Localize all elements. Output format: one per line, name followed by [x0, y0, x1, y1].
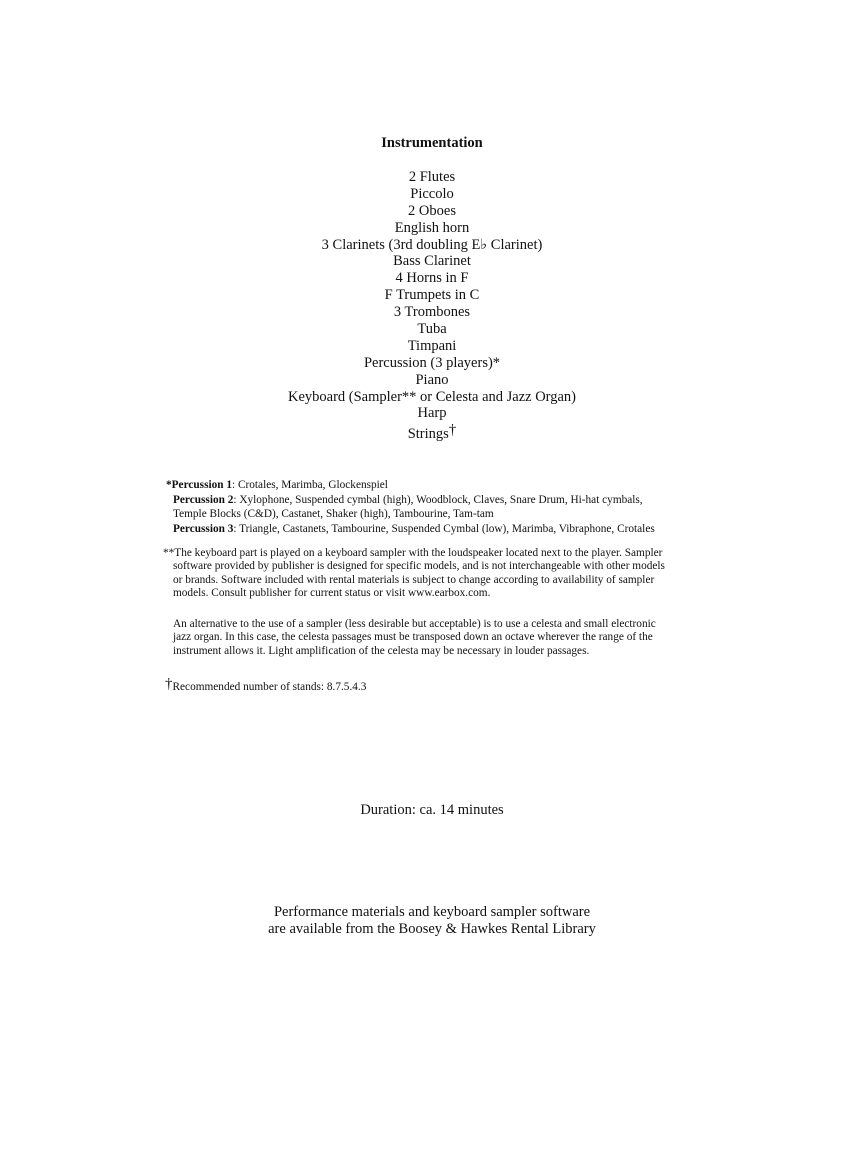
percussion-2-row-continued: Temple Blocks (C&D), Castanet, Shaker (high), Tambourine, Tam-tam	[173, 508, 494, 520]
instrument-item: Timpani	[407, 337, 457, 354]
percussion-3-instruments: : Triangle, Castanets, Tambourine, Suspended Cymbal (low), Marimba, Vibraphone, Crotales	[233, 522, 655, 535]
note-line: models. Consult publisher for current status or visit www.earbox.com.	[173, 586, 491, 599]
instrument-item: English horn	[394, 219, 470, 236]
instrument-item: 4 Horns in F	[395, 270, 469, 287]
percussion-breakdown	[166, 478, 726, 536]
duration: Duration: ca. 14 minutes	[360, 802, 504, 818]
keyboard-sampler-note	[163, 547, 703, 600]
page-title: Instrumentation	[381, 135, 483, 151]
note-line: An alternative to the use of a sampler (less desirable but acceptable) is to use a celesta and small electronic	[173, 618, 656, 630]
instrument-item: Piccolo	[410, 185, 454, 202]
note-line: software provided by publisher is designed for specific models, and is not interchangeable with other models	[173, 560, 665, 573]
percussion-footnote-mark: *	[166, 479, 172, 491]
percussion-1-instruments: : Crotales, Marimba, Glockenspiel	[232, 479, 388, 491]
dagger-footnote-mark: †	[165, 676, 173, 692]
instrument-item: 2 Flutes	[408, 169, 456, 185]
rental-availability-notice	[0, 904, 864, 938]
stands-footnote	[165, 676, 366, 693]
percussion-3-row	[166, 522, 726, 537]
instrument-item: Keyboard (Sampler** or Celesta and Jazz Organ)	[287, 388, 577, 405]
instrument-item: 3 Trombones	[393, 304, 471, 321]
availability-line: are available from the Boosey & Hawkes Rental Library	[268, 921, 596, 937]
instrument-item: Harp	[417, 405, 447, 422]
celesta-alternative-note	[173, 618, 693, 658]
availability-line: Performance materials and keyboard sampler software	[273, 904, 591, 920]
dagger-footnote-mark: †	[448, 422, 457, 439]
instrument-item: Bass Clarinet	[393, 253, 471, 270]
instrument-item: Piano	[415, 371, 449, 388]
note-line: instrument allows it. Light amplification of the celesta may be necessary in louder passages.	[173, 644, 590, 657]
instrument-item: F Trumpets in C	[384, 287, 480, 304]
note-line: jazz organ. In this case, the celesta passages must be transposed down an octave wherever the range of the	[173, 631, 653, 644]
instrument-item-strings	[0, 422, 864, 443]
percussion-2-row	[166, 493, 726, 508]
percussion-1-row	[166, 478, 726, 493]
percussion-3-label: Percussion 3	[173, 522, 234, 535]
strings-label: Strings	[407, 426, 449, 443]
instrument-item: 2 Oboes	[408, 202, 456, 219]
stands-text: Recommended number of stands: 8.7.5.4.3	[172, 681, 367, 693]
note-line: **The keyboard part is played on a keyboard sampler with the loudspeaker located next to the player. Sampler	[163, 547, 663, 559]
instrument-item: 3 Clarinets (3rd doubling E♭ Clarinet)	[321, 236, 543, 253]
percussion-1-label: Percussion 1	[171, 479, 233, 491]
percussion-2-instruments: : Xylophone, Suspended cymbal (high), Woodblock, Claves, Snare Drum, Hi-hat cymbals,	[233, 493, 643, 506]
note-line: or brands. Software included with rental materials is subject to change according to availability of sampler	[173, 573, 655, 586]
instrument-item: Percussion (3 players)*	[363, 354, 501, 371]
instrument-list	[0, 169, 864, 443]
instrument-item: Tuba	[417, 321, 447, 338]
percussion-2-label: Percussion 2	[173, 493, 234, 506]
